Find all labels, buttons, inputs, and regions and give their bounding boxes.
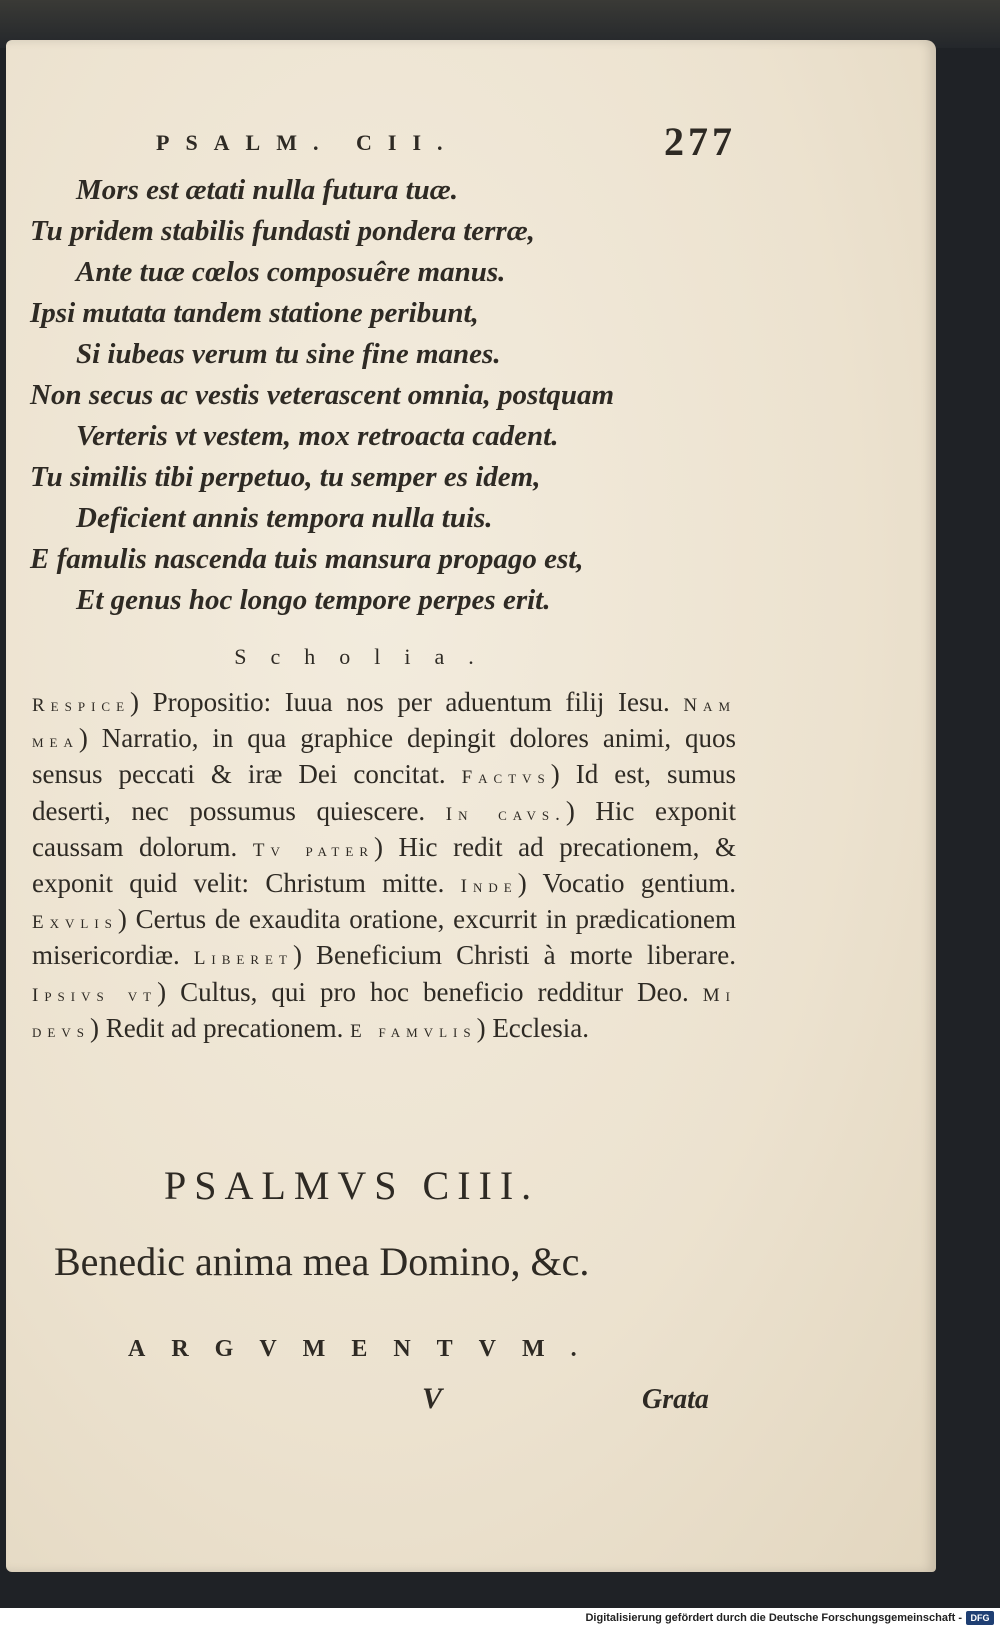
page-number: 277	[664, 119, 736, 164]
scholia-lemma: Factvs	[461, 767, 551, 789]
verse-line: Ante tuæ cœlos composuêre manus.	[76, 256, 506, 288]
verse-line: Tu pridem stabilis fundasti pondera terræ,	[30, 215, 535, 247]
scholia-gloss: ) Redit ad precationem.	[89, 1012, 351, 1043]
psalm-incipit: Benedic anima mea Domino, &c.	[54, 1239, 590, 1284]
scholia-heading: Scholia.	[234, 644, 498, 669]
verse-line: Et genus hoc longo tempore perpes erit.	[76, 584, 551, 616]
scholia-lemma: Exvlis	[32, 912, 118, 934]
scholia-lemma: Respice	[32, 695, 131, 716]
scholia-lemma: Tv pater	[252, 839, 374, 861]
argumentum-heading: ARGVMENTVM.	[128, 1336, 603, 1362]
verse-line: Mors est ætati nulla futura tuæ.	[76, 174, 458, 206]
page-header	[156, 118, 736, 164]
verse-line: Non secus ac vestis veterascent omnia, postquam	[30, 379, 615, 411]
footer-credit: Digitalisierung gefördert durch die Deutsche Forschungsgemeinschaft -	[585, 1612, 962, 1624]
scholia-gloss: ) Narratio, in qua graphice depingit dolores animi, quos sensus peccati & iræ Dei concitat.	[32, 723, 736, 790]
scholia-lemma: E famvlis	[350, 1020, 477, 1042]
scholia-gloss: ) Certus de exaudita oratione, excurrit in prædicationem misericordiæ.	[32, 904, 736, 971]
scholia-gloss: ) Propositio: Iuua nos per aduentum filij Iesu.	[130, 687, 684, 717]
catchword-initial: V	[422, 1382, 443, 1415]
scholia-gloss: ) Id est, sumus deserti, nec possumus quiescere.	[32, 759, 736, 826]
scholia-gloss: ) Ecclesia.	[476, 1012, 590, 1043]
psalm-title: PSALMVS CIII.	[164, 1163, 540, 1208]
scholia-lemma: Mi devs	[32, 984, 736, 1042]
scholia-lemma: Liberet	[193, 948, 293, 970]
book-page	[6, 40, 936, 1572]
running-head: PSALM. CII.	[156, 130, 459, 155]
scholia-lemma: Nam mea	[32, 695, 736, 753]
scholia-text	[32, 686, 736, 1048]
catchword: Grata	[642, 1384, 709, 1415]
verse-block	[30, 170, 730, 621]
verse-line: Si iubeas verum tu sine fine manes.	[76, 338, 501, 370]
scholia-lemma: Ipsivs vt	[32, 984, 158, 1006]
scholia-gloss: ) Beneficium Christi à morte liberare.	[292, 940, 737, 971]
verse-line: E famulis nascenda tuis mansura propago est,	[30, 543, 584, 575]
dfg-logo: DFG	[966, 1611, 994, 1625]
scholia-lemma: Inde	[460, 876, 518, 898]
verse-line: Tu similis tibi perpetuo, tu semper es idem,	[30, 461, 541, 493]
verse-line: Deficient annis tempora nulla tuis.	[76, 502, 493, 534]
digitization-footer	[0, 1608, 1000, 1629]
scholia-gloss: ) Vocatio gentium.	[517, 868, 737, 899]
scholia-gloss: ) Hic redit ad precationem, & exponit quid velit: Christum mitte.	[32, 831, 736, 899]
scholia-lemma: In cavs.	[445, 803, 566, 825]
scholia-gloss: ) Hic exponit caussam dolorum.	[32, 795, 736, 862]
verse-line: Verteris vt vestem, mox retroacta cadent.	[76, 420, 559, 452]
scholia-gloss: ) Cultus, qui pro hoc beneficio redditur Deo.	[157, 976, 703, 1007]
verse-line: Ipsi mutata tandem statione peribunt,	[30, 297, 479, 329]
